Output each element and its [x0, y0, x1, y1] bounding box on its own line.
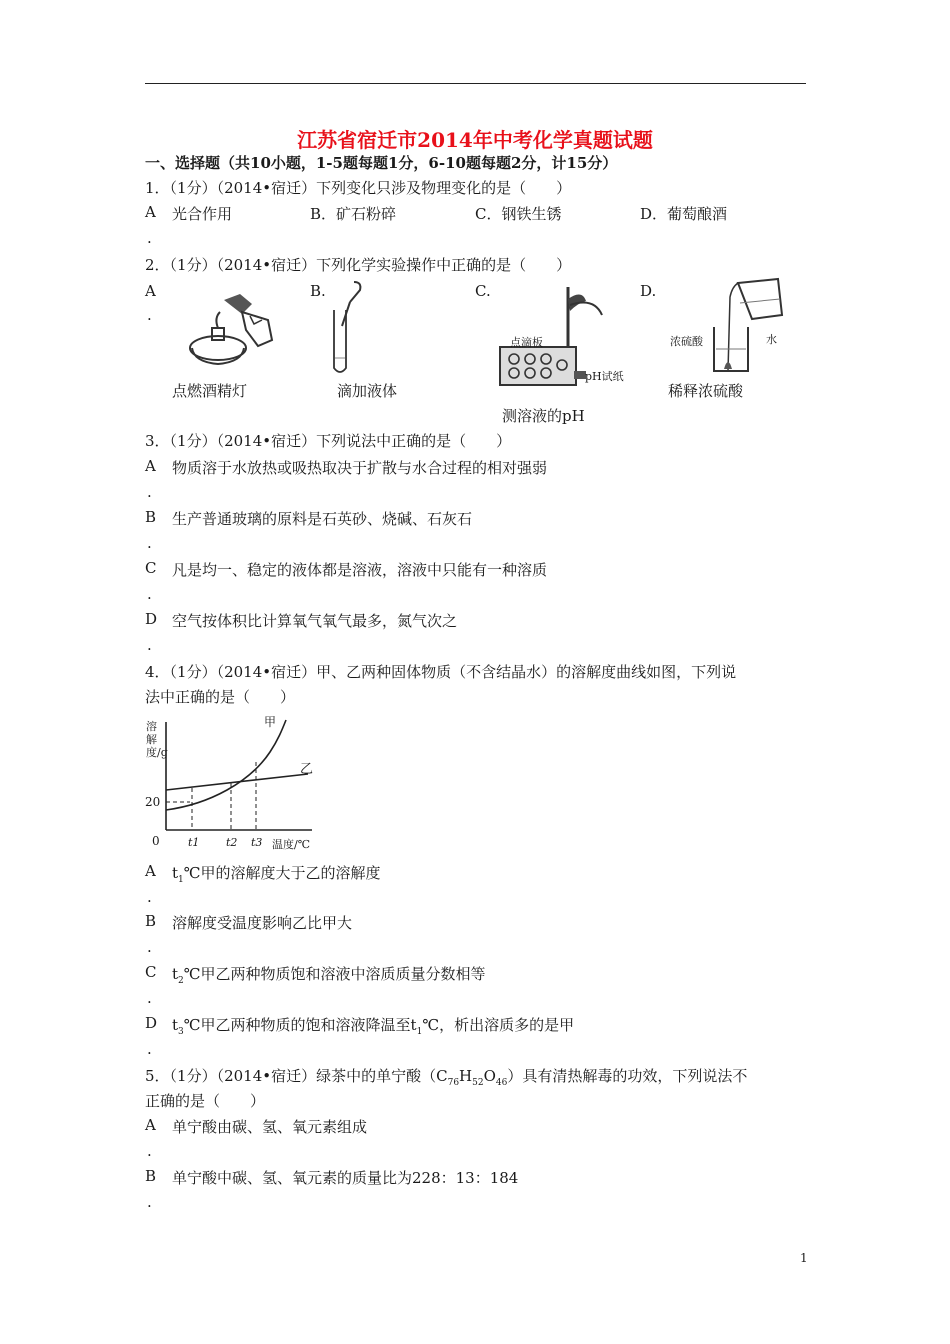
- q1-dot: .: [147, 229, 152, 247]
- q4-dot-d: .: [147, 1040, 152, 1058]
- graph-x-tick-t3: t3: [251, 836, 263, 849]
- q4-option-b-letter: B: [145, 912, 157, 930]
- graph-label-jia: 甲: [264, 715, 277, 729]
- page-number: 1: [800, 1251, 808, 1265]
- q2-c-label-paper: pH试纸: [585, 370, 624, 383]
- graph-y-tick: 20: [145, 795, 161, 809]
- q2-option-a-letter: A: [145, 282, 156, 300]
- section-heading: 一、选择题（共10小题，1-5题每题1分，6-10题每题2分，计15分）: [145, 154, 618, 172]
- q1-stem: 1．（1分）（2014•宿迁）下列变化只涉及物理变化的是（ ）: [145, 179, 572, 197]
- q5-stem-line1: 5．（1分）（2014•宿迁）绿茶中的单宁酸$(C_{76}H_{52}O_{46})$具有清热解毒的功效，下列说法不: [145, 1067, 748, 1088]
- q2-d-label-acid: 浓硫酸: [670, 335, 703, 348]
- q2-stem: 2．（1分）（2014•宿迁）下列化学实验操作中正确的是（ ）: [145, 256, 572, 274]
- q3-dot-c: .: [147, 585, 152, 603]
- q3-option-a: 物质溶于水放热或吸热取决于扩散与水合过程的相对强弱: [172, 459, 548, 477]
- q2-a-caption: 点燃酒精灯: [172, 382, 248, 400]
- header-rule: [145, 83, 806, 84]
- q1-option-a: 光合作用: [172, 205, 233, 223]
- q4-option-c-letter: C: [145, 963, 157, 981]
- q1-option-c: C．钢铁生锈: [475, 205, 562, 223]
- q2-b-caption: 滴加液体: [337, 382, 398, 400]
- q3-option-d: 空气按体积比计算氧气氧气最多，氮气次之: [172, 612, 458, 630]
- q2-dot: .: [147, 306, 152, 324]
- graph-label-yi: 乙: [300, 762, 314, 777]
- graph-x-tick-t1: t1: [188, 836, 200, 849]
- q2-option-b-letter: B.: [310, 282, 326, 300]
- q2-d-label-water: 水: [766, 333, 777, 346]
- graph-x-tick-t2: t2: [226, 836, 238, 849]
- curve-jia: [166, 720, 286, 810]
- alcohol-lamp-picture: [180, 290, 290, 375]
- q2-c-caption: 测溶液的pH: [502, 407, 585, 425]
- graph-ylabel: 溶解度/g: [146, 720, 168, 759]
- q4-option-d: $t_3℃$甲乙两种物质的饱和溶液降温至$t_1℃$，析出溶质多的是甲: [172, 1016, 575, 1037]
- q4-option-d-letter: D: [145, 1014, 158, 1032]
- q4-option-c: $t_2℃$甲乙两种物质饱和溶液中溶质质量分数相等: [172, 965, 486, 986]
- q3-dot-d: .: [147, 636, 152, 654]
- q3-option-c-letter: C: [145, 559, 157, 577]
- q1-option-d: D．葡萄酿酒: [640, 205, 728, 223]
- q2-d-caption: 稀释浓硫酸: [668, 382, 744, 400]
- dropper-test-tube-picture: [320, 280, 380, 380]
- q4-stem-line2: 法中正确的是（ ）: [145, 688, 296, 706]
- q5-option-b-letter: B: [145, 1167, 157, 1185]
- q4-option-a: $t_1℃$甲的溶解度大于乙的溶解度: [172, 864, 381, 885]
- dilute-acid-picture: [692, 275, 792, 375]
- q4-stem-line1: 4．（1分）（2014•宿迁）甲、乙两种固体物质（不含结晶水）的溶解度曲线如图，下列说: [145, 663, 737, 681]
- q4-dot-a: .: [147, 888, 152, 906]
- q5-stem-line2: 正确的是（ ）: [145, 1092, 266, 1110]
- q3-stem: 3．（1分）（2014•宿迁）下列说法中正确的是（ ）: [145, 432, 512, 450]
- q3-option-a-letter: A: [145, 457, 156, 475]
- q3-option-b-letter: B: [145, 508, 157, 526]
- graph-origin: 0: [152, 834, 160, 848]
- q3-option-b: 生产普通玻璃的原料是石英砂、烧碱、石灰石: [172, 510, 473, 528]
- q3-dot-a: .: [147, 483, 152, 501]
- curve-yi: [166, 774, 308, 790]
- q4-dot-b: .: [147, 938, 152, 956]
- q3-option-d-letter: D: [145, 610, 158, 628]
- q4-dot-c: .: [147, 989, 152, 1007]
- q1-option-a-letter: A: [145, 203, 156, 221]
- q5-option-a: 单宁酸由碳、氢、氧元素组成: [172, 1118, 368, 1136]
- q4-option-a-letter: A: [145, 862, 156, 880]
- q5-dot-b: .: [147, 1193, 152, 1211]
- q3-dot-b: .: [147, 534, 152, 552]
- q2-option-d-letter: D.: [640, 282, 657, 300]
- q5-option-a-letter: A: [145, 1116, 156, 1134]
- q4-option-b: 溶解度受温度影响乙比甲大: [172, 914, 353, 932]
- graph-xlabel: 温度/℃: [272, 838, 311, 851]
- q5-option-b: 单宁酸中碳、氢、氧元素的质量比为228：13：184: [172, 1169, 519, 1187]
- q2-option-c-letter: C.: [475, 282, 491, 300]
- page-title: 江苏省宿迁市2014年中考化学真题试题: [297, 128, 653, 152]
- q3-option-c: 凡是均一、稳定的液体都是溶液，溶液中只能有一种溶质: [172, 561, 548, 579]
- q1-option-b: B．矿石粉碎: [310, 205, 397, 223]
- q2-c-label-plate: 点滴板: [510, 336, 543, 349]
- q5-dot-a: .: [147, 1142, 152, 1160]
